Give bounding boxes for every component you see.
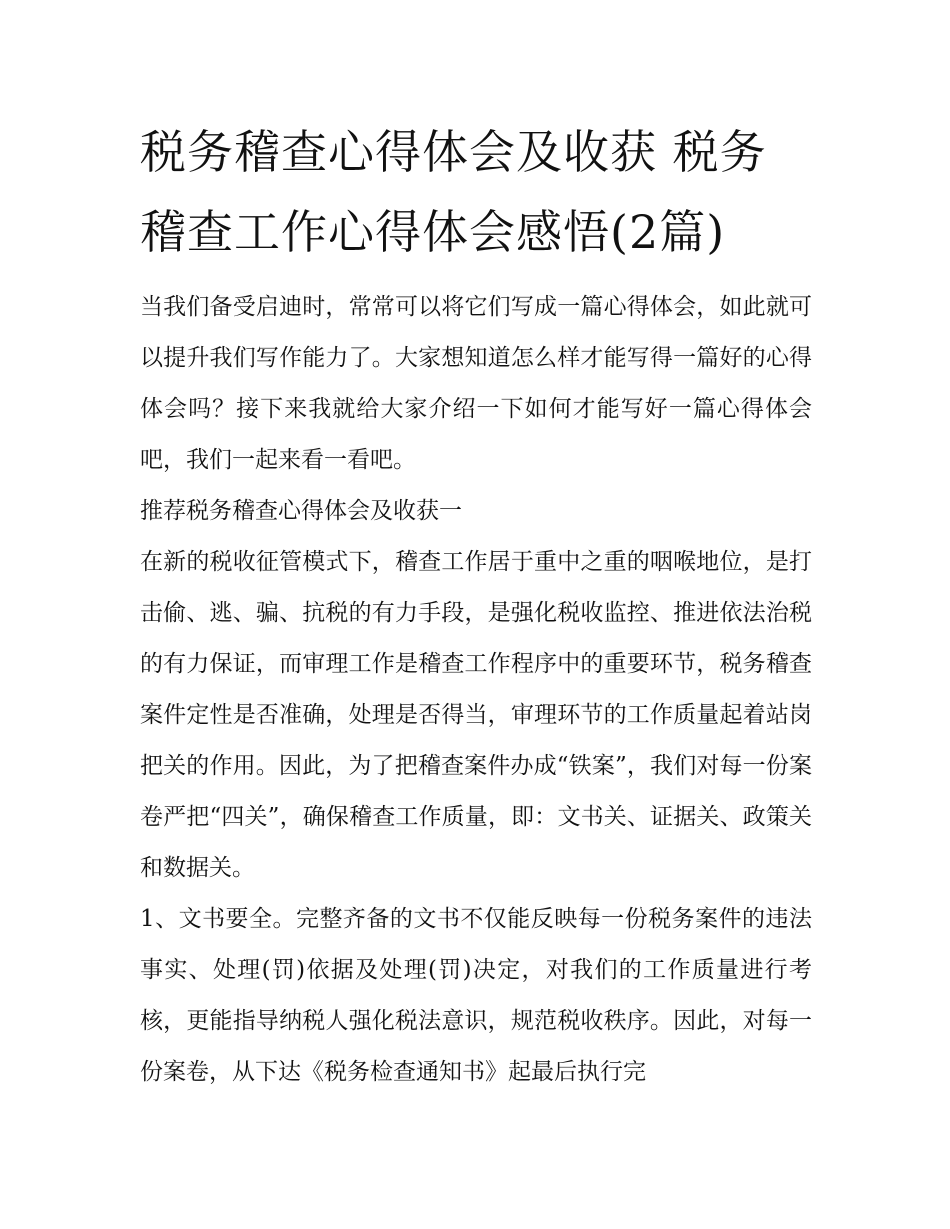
document-page — [140, 112, 812, 1098]
intro-paragraph: 当我们备受启迪时，常常可以将它们写成一篇心得体会，如此就可以提升我们写作能力了。大家想知道怎么样才能写得一篇好的心得体会吗？接下来我就给大家介绍一下如何才能写好一篇心得体会吧，我们一起来看一看吧。 — [140, 294, 812, 473]
body-paragraph: 1、文书要全。完整齐备的文书不仅能反映每一份税务案件的违法事实、处理(罚)依据及处理(罚)决定，对我们的工作质量进行考核，更能指导纳税人强化税法意识，规范税收秩序。因此，对每一份案卷，从下达《税务检查通知书》起最后执行完 — [140, 906, 812, 1085]
section-heading: 推荐税务稽查心得体会及收获一 — [140, 498, 462, 524]
document-body — [140, 282, 812, 1098]
document-title: 税务稽查心得体会及收获 税务稽查工作心得体会感悟(2篇) — [140, 125, 767, 259]
body-paragraph: 在新的税收征管模式下，稽查工作居于重中之重的咽喉地位，是打击偷、逃、骗、抗税的有力手段，是强化税收监控、推进依法治税的有力保证，而审理工作是稽查工作程序中的重要环节，税务稽查案件定性是否准确，处理是否得当，审理环节的工作质量起着站岗把关的作用。因此，为了把稽查案件办成“铁案”，我们对每一份案卷严把“四关”，确保稽查工作质量，即：文书关、证据关、政策关和数据关。 — [140, 549, 812, 881]
